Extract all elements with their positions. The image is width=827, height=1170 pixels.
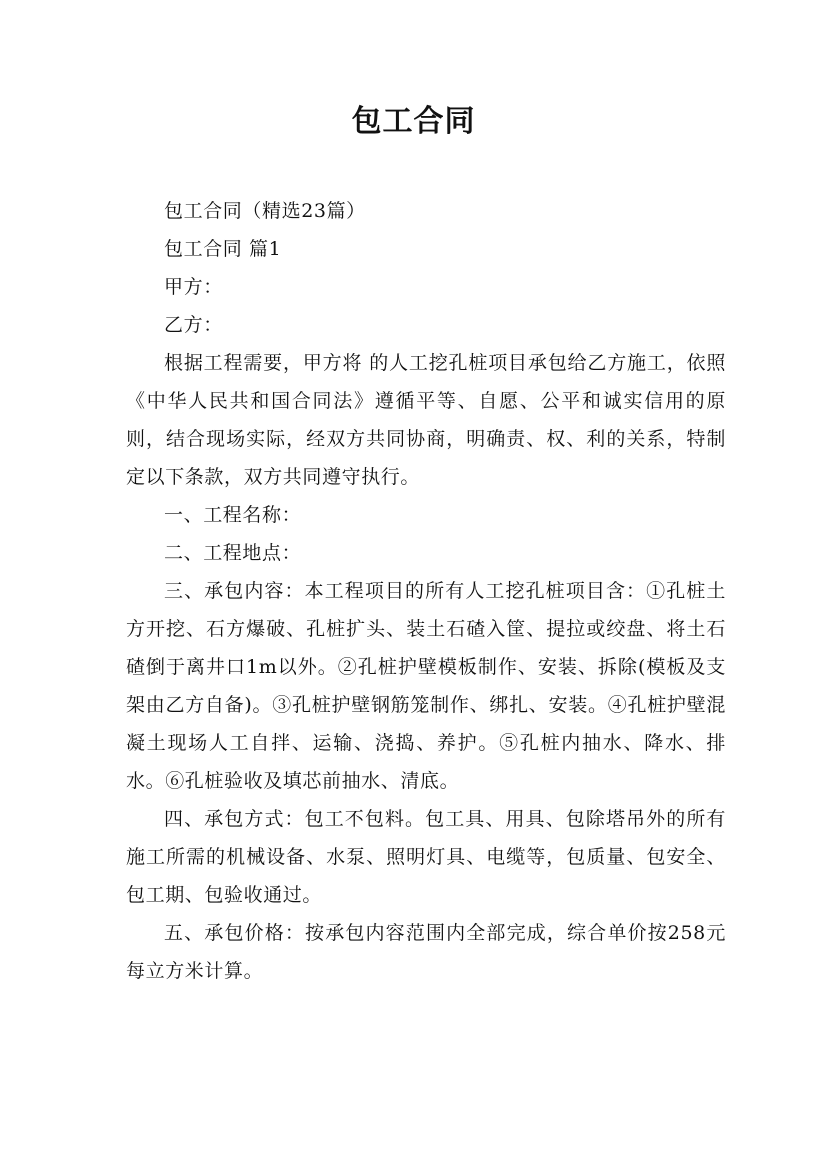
document-title: 包工合同 — [351, 104, 476, 139]
project-location-line: 二、工程地点： — [164, 542, 302, 564]
contract-price-paragraph: 五、承包价格：按承包内容范围内全部完成，综合单价按258元每立方米计算。 — [126, 922, 726, 982]
section-heading: 包工合同 篇1 — [164, 238, 282, 260]
contract-method-paragraph: 四、承包方式：包工不包料。包工具、用具、包除塔吊外的所有施工所需的机械设备、水泵、照明灯具、电缆等，包质量、包安全、包工期、包验收通过。 — [126, 808, 726, 906]
contract-scope-paragraph: 三、承包内容：本工程项目的所有人工挖孔桩项目含：①孔桩土方开挖、石方爆破、孔桩扩头、装土石碴入筐、提拉或绞盘、将土石碴倒于离井口1m以外。②孔桩护壁模板制作、安装、拆除(模板及支架由乙方自备)。③孔桩护壁钢筋笼制作、绑扎、安装。④孔桩护壁混凝土现场人工自拌、运输、浇捣、养护。⑤孔桩内抽水、降水、排水。⑥孔桩验收及填芯前抽水、清底。 — [126, 580, 726, 792]
subtitle-paragraph: 包工合同（精选23篇） — [164, 200, 366, 222]
party-b-line: 乙方： — [164, 314, 223, 336]
project-name-line: 一、工程名称： — [164, 504, 302, 526]
party-a-line: 甲方： — [164, 276, 223, 298]
document-body — [126, 192, 726, 990]
intro-paragraph: 根据工程需要，甲方将 的人工挖孔桩项目承包给乙方施工，依照《中华人民共和国合同法》遵循平等、自愿、公平和诚实信用的原则，结合现场实际，经双方共同协商，明确责、权、利的关系，特制定以下条款，双方共同遵守执行。 — [126, 352, 726, 488]
